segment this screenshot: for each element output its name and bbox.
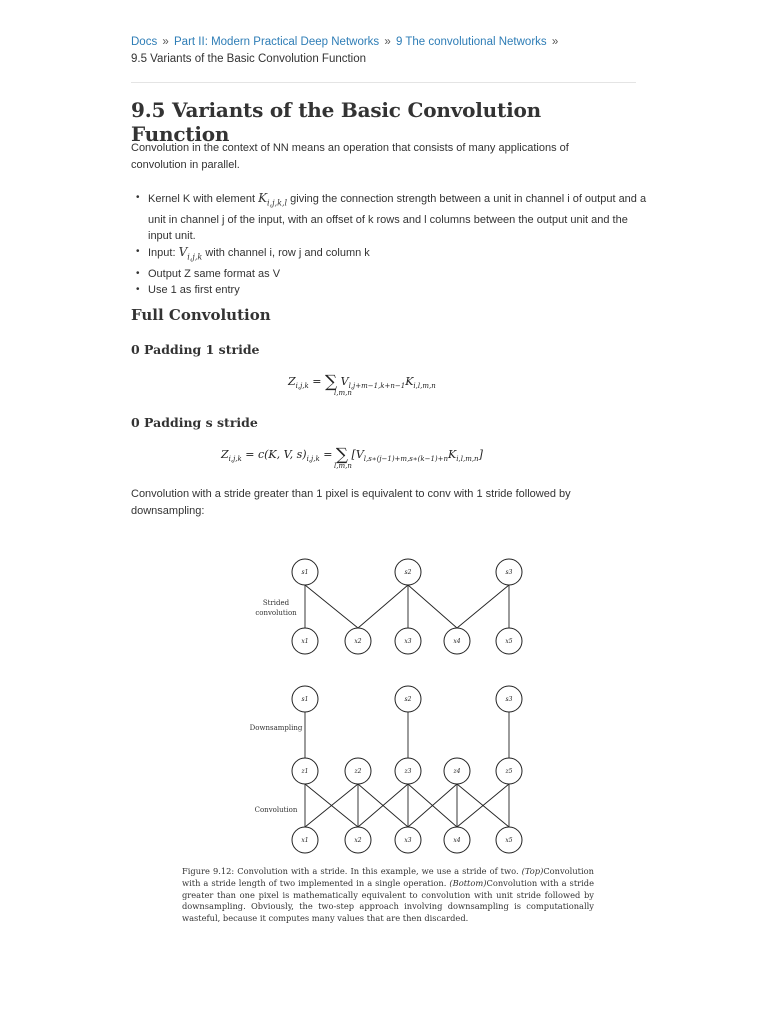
- node-label: x3: [404, 638, 412, 645]
- caption-top-label: (Top): [521, 866, 544, 876]
- equation-unit-stride: $Z_{i,j,k}$ = ∑ l,m,n $V_{l,j+m-1,k+n-1}K_{i,l,m,n}$: [288, 372, 436, 397]
- node-label: x4: [453, 638, 461, 645]
- breadcrumb-current: 9.5 Variants of the Basic Convolution Function: [131, 53, 367, 65]
- list-item: [148, 244, 648, 266]
- edge: [457, 585, 509, 628]
- caption-bottom-label: (Bottom): [449, 877, 487, 888]
- header-divider: [131, 82, 636, 83]
- figure-label-strided: Strided: [262, 599, 290, 607]
- breadcrumb-part-link[interactable]: Part II: Modern Practical Deep Networks: [174, 36, 380, 48]
- node-label: s2: [404, 696, 412, 703]
- node-label: x2: [354, 837, 362, 844]
- breadcrumb-separator: »: [551, 36, 559, 48]
- figure-caption: [182, 866, 594, 925]
- caption-top-text: Convolution with a stride length of two implemented in a single operation.: [182, 866, 595, 888]
- intro-paragraph: Convolution in the context of NN means an operation that consists of many applications of convolution in parallel.: [131, 142, 569, 171]
- input-text-post: with channel i, row j and column k: [205, 247, 370, 259]
- page-title: 9.5 Variants of the Basic Convolution Function: [131, 98, 541, 146]
- node-label: x1: [301, 638, 309, 645]
- caption-lead: Figure 9.12: Convolution with a stride. In this example, we use a stride of two.: [182, 866, 519, 876]
- node-label: s2: [404, 569, 412, 576]
- node-label: z2: [354, 768, 362, 775]
- input-math: $V_{i,j,k}$: [178, 245, 203, 262]
- stride-note-paragraph: Convolution with a stride greater than 1 pixel is equivalent to conv with 1 stride followed by downsampling:: [131, 488, 571, 517]
- node-label: z1: [301, 768, 309, 775]
- node-label: x5: [505, 837, 513, 844]
- list-item: • Use 1 as first entry: [148, 282, 648, 298]
- figure-label-convolution-word: convolution: [255, 609, 297, 617]
- node-label: z5: [505, 768, 513, 775]
- breadcrumb-chapter-link[interactable]: 9 The convolutional Networks: [396, 36, 547, 48]
- node-label: x5: [505, 638, 513, 645]
- equation-strided: $Z_{i,j,k} = c(K$, V, $s)_{i,j,k}$ = ∑ l,m,n $[V_{l,s∗(j-1)+m,s∗(k-1)+n}K_{i,l,m,n}]$: [221, 445, 483, 470]
- kernel-text-pre: Kernel K with element: [148, 193, 255, 205]
- edge: [305, 585, 358, 628]
- breadcrumb-separator: »: [162, 36, 169, 48]
- caption-bottom-text: Convolution with a stride greater than one pixel is mathematically equivalent to convolution with unit stride followed by downsampling. Obviously, the two-step approach involving downsampling is computationally wasteful, because it computes many values that are then discarded.: [182, 877, 594, 924]
- node-label: s1: [301, 696, 309, 703]
- strided-convolution-figure: [241, 550, 541, 860]
- node-label: s3: [505, 569, 513, 576]
- figure-label-downsampling: Downsampling: [249, 724, 303, 732]
- list-item: • Output Z same format as V: [148, 266, 648, 282]
- node-label: x2: [354, 638, 362, 645]
- subheading-padding-s-stride: 0 Padding s stride: [131, 415, 258, 430]
- kernel-math: $K_{i,j,k,l}$: [258, 191, 288, 208]
- node-label: z3: [404, 768, 412, 775]
- subheading-padding-1-stride: 0 Padding 1 stride: [131, 342, 260, 357]
- figure-label-convolution: Convolution: [254, 806, 298, 814]
- breadcrumb-separator: »: [384, 36, 391, 48]
- breadcrumb: [131, 34, 636, 68]
- edge: [408, 585, 457, 628]
- node-label: x4: [453, 837, 461, 844]
- definition-list: [131, 190, 648, 298]
- input-text-pre: Input:: [148, 247, 176, 259]
- node-label: s3: [505, 696, 513, 703]
- node-label: x1: [301, 837, 309, 844]
- node-label: z4: [453, 768, 461, 775]
- section-heading-full-convolution: Full Convolution: [131, 306, 271, 324]
- kernel-text-post: giving the connection strength between a unit in channel i of output and a unit in channel j of the input, with an offset of k rows and l columns between the output unit and the input unit.: [148, 193, 647, 242]
- edge: [358, 585, 408, 628]
- breadcrumb-docs-link[interactable]: Docs: [131, 36, 158, 48]
- node-label: x3: [404, 837, 412, 844]
- list-item: [148, 190, 648, 244]
- node-label: s1: [301, 569, 309, 576]
